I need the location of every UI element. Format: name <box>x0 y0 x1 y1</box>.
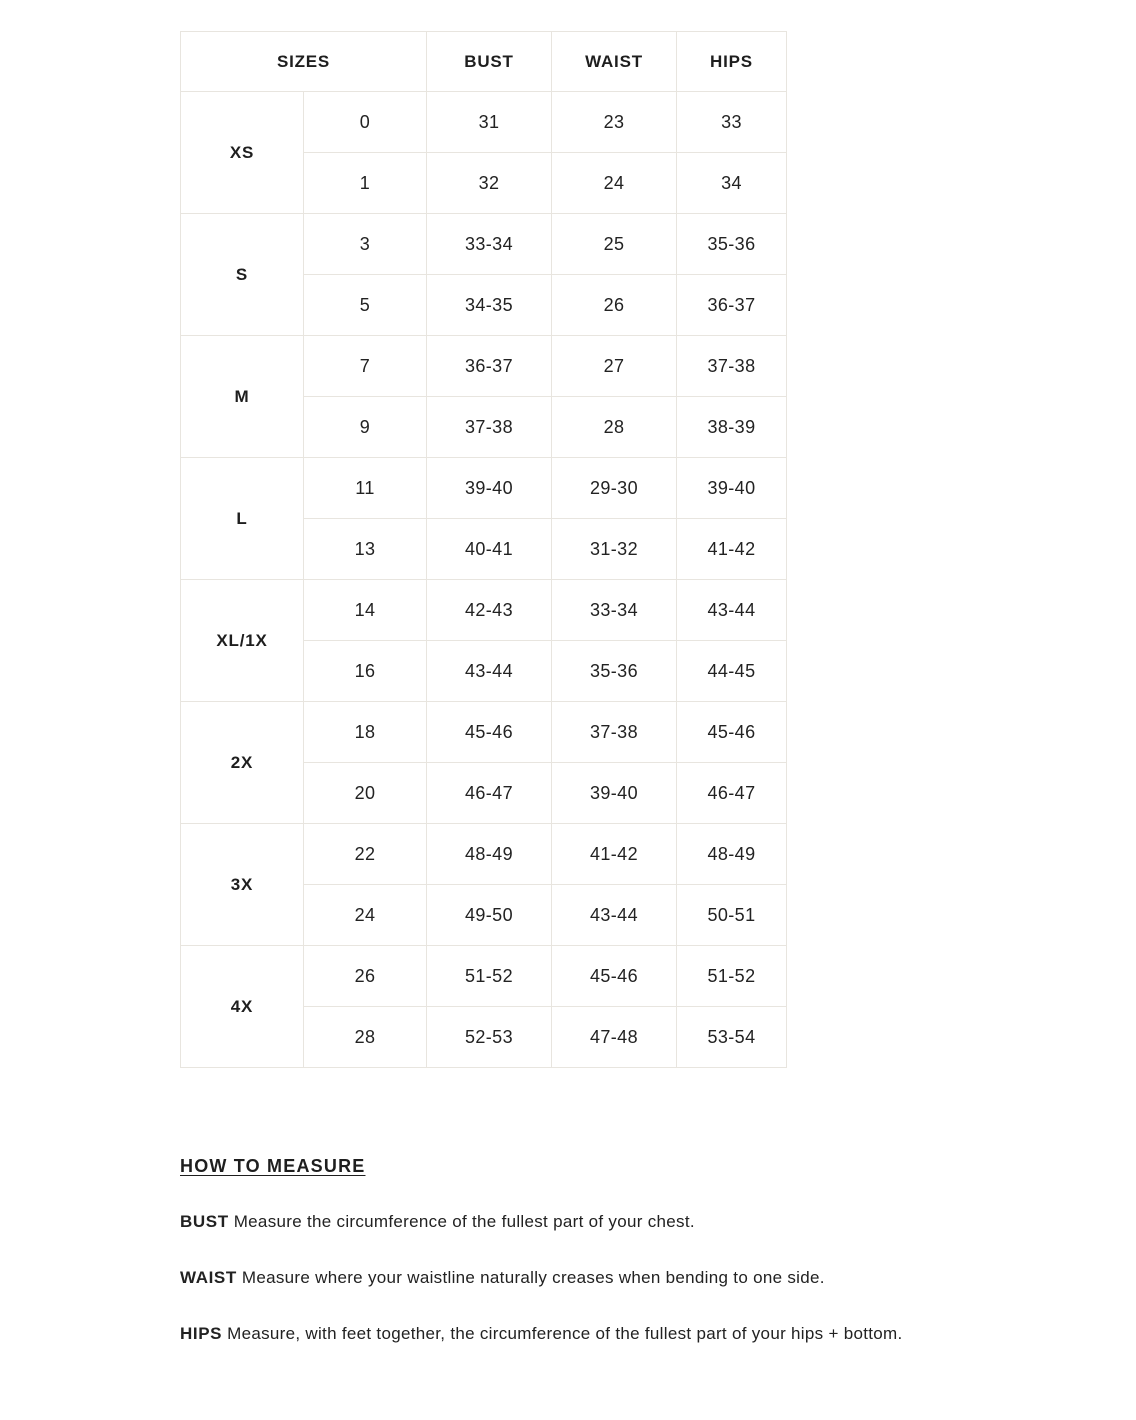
waist-cell: 29-30 <box>552 458 677 519</box>
waist-cell: 33-34 <box>552 580 677 641</box>
measure-instruction-waist <box>180 1265 1100 1291</box>
measure-instruction-bust <box>180 1209 1100 1235</box>
hips-cell: 45-46 <box>677 702 787 763</box>
hips-cell: 51-52 <box>677 946 787 1007</box>
waist-cell: 27 <box>552 336 677 397</box>
size-cell: 11 <box>304 458 427 519</box>
bust-cell: 33-34 <box>427 214 552 275</box>
waist-cell: 43-44 <box>552 885 677 946</box>
size-cell: 13 <box>304 519 427 580</box>
hips-cell: 35-36 <box>677 214 787 275</box>
size-cell: 16 <box>304 641 427 702</box>
size-cell: 9 <box>304 397 427 458</box>
col-header-bust: BUST <box>427 32 552 92</box>
size-cell: 24 <box>304 885 427 946</box>
waist-cell: 45-46 <box>552 946 677 1007</box>
hips-cell: 38-39 <box>677 397 787 458</box>
table-row <box>181 824 787 885</box>
col-header-hips: HIPS <box>677 32 787 92</box>
size-cell: 5 <box>304 275 427 336</box>
hips-cell: 34 <box>677 153 787 214</box>
size-cell: 7 <box>304 336 427 397</box>
size-cell: 1 <box>304 153 427 214</box>
hips-cell: 46-47 <box>677 763 787 824</box>
waist-cell: 37-38 <box>552 702 677 763</box>
size-cell: 18 <box>304 702 427 763</box>
waist-cell: 41-42 <box>552 824 677 885</box>
size-cell: 3 <box>304 214 427 275</box>
waist-cell: 25 <box>552 214 677 275</box>
table-row <box>181 336 787 397</box>
hips-cell: 33 <box>677 92 787 153</box>
size-cell: 20 <box>304 763 427 824</box>
table-row <box>181 458 787 519</box>
waist-cell: 26 <box>552 275 677 336</box>
bust-cell: 31 <box>427 92 552 153</box>
size-group-label-xs: XS <box>181 92 304 214</box>
table-row <box>181 214 787 275</box>
hips-cell: 44-45 <box>677 641 787 702</box>
bust-cell: 39-40 <box>427 458 552 519</box>
bust-cell: 52-53 <box>427 1007 552 1068</box>
table-row <box>181 92 787 153</box>
size-chart-table <box>180 31 787 1068</box>
hips-cell: 50-51 <box>677 885 787 946</box>
hips-cell: 53-54 <box>677 1007 787 1068</box>
size-cell: 14 <box>304 580 427 641</box>
hips-cell: 43-44 <box>677 580 787 641</box>
waist-cell: 31-32 <box>552 519 677 580</box>
size-group-label-2x: 2X <box>181 702 304 824</box>
waist-cell: 28 <box>552 397 677 458</box>
col-header-sizes: SIZES <box>181 32 427 92</box>
size-group-label-s: S <box>181 214 304 336</box>
measure-text-waist: Measure where your waistline naturally creases when bending to one side. <box>241 1268 825 1287</box>
waist-cell: 47-48 <box>552 1007 677 1068</box>
size-group-label-l: L <box>181 458 304 580</box>
bust-cell: 36-37 <box>427 336 552 397</box>
bust-cell: 37-38 <box>427 397 552 458</box>
size-cell: 0 <box>304 92 427 153</box>
measure-term-bust: BUST <box>180 1212 229 1231</box>
measure-instruction-hips <box>180 1321 1100 1347</box>
measure-term-hips: HIPS <box>180 1324 223 1343</box>
table-row <box>181 946 787 1007</box>
size-group-label-3x: 3X <box>181 824 304 946</box>
bust-cell: 42-43 <box>427 580 552 641</box>
how-to-measure-section <box>180 1156 1100 1377</box>
size-cell: 26 <box>304 946 427 1007</box>
measure-text-bust: Measure the circumference of the fullest part of your chest. <box>233 1212 695 1231</box>
waist-cell: 24 <box>552 153 677 214</box>
bust-cell: 40-41 <box>427 519 552 580</box>
waist-cell: 35-36 <box>552 641 677 702</box>
hips-cell: 36-37 <box>677 275 787 336</box>
size-cell: 28 <box>304 1007 427 1068</box>
bust-cell: 51-52 <box>427 946 552 1007</box>
hips-cell: 37-38 <box>677 336 787 397</box>
bust-cell: 34-35 <box>427 275 552 336</box>
table-row <box>181 580 787 641</box>
measure-term-waist: WAIST <box>180 1268 237 1287</box>
how-to-measure-title: HOW TO MEASURE <box>180 1156 366 1176</box>
bust-cell: 45-46 <box>427 702 552 763</box>
waist-cell: 39-40 <box>552 763 677 824</box>
hips-cell: 48-49 <box>677 824 787 885</box>
size-group-label-m: M <box>181 336 304 458</box>
table-row <box>181 702 787 763</box>
size-group-label-4x: 4X <box>181 946 304 1068</box>
bust-cell: 43-44 <box>427 641 552 702</box>
hips-cell: 39-40 <box>677 458 787 519</box>
bust-cell: 46-47 <box>427 763 552 824</box>
hips-cell: 41-42 <box>677 519 787 580</box>
bust-cell: 49-50 <box>427 885 552 946</box>
size-group-label-xl1x: XL/1X <box>181 580 304 702</box>
size-cell: 22 <box>304 824 427 885</box>
size-chart <box>180 31 787 1068</box>
bust-cell: 48-49 <box>427 824 552 885</box>
waist-cell: 23 <box>552 92 677 153</box>
header-row <box>181 32 787 92</box>
col-header-waist: WAIST <box>552 32 677 92</box>
bust-cell: 32 <box>427 153 552 214</box>
measure-text-hips: Measure, with feet together, the circumference of the fullest part of your hips + bottom. <box>227 1324 903 1343</box>
